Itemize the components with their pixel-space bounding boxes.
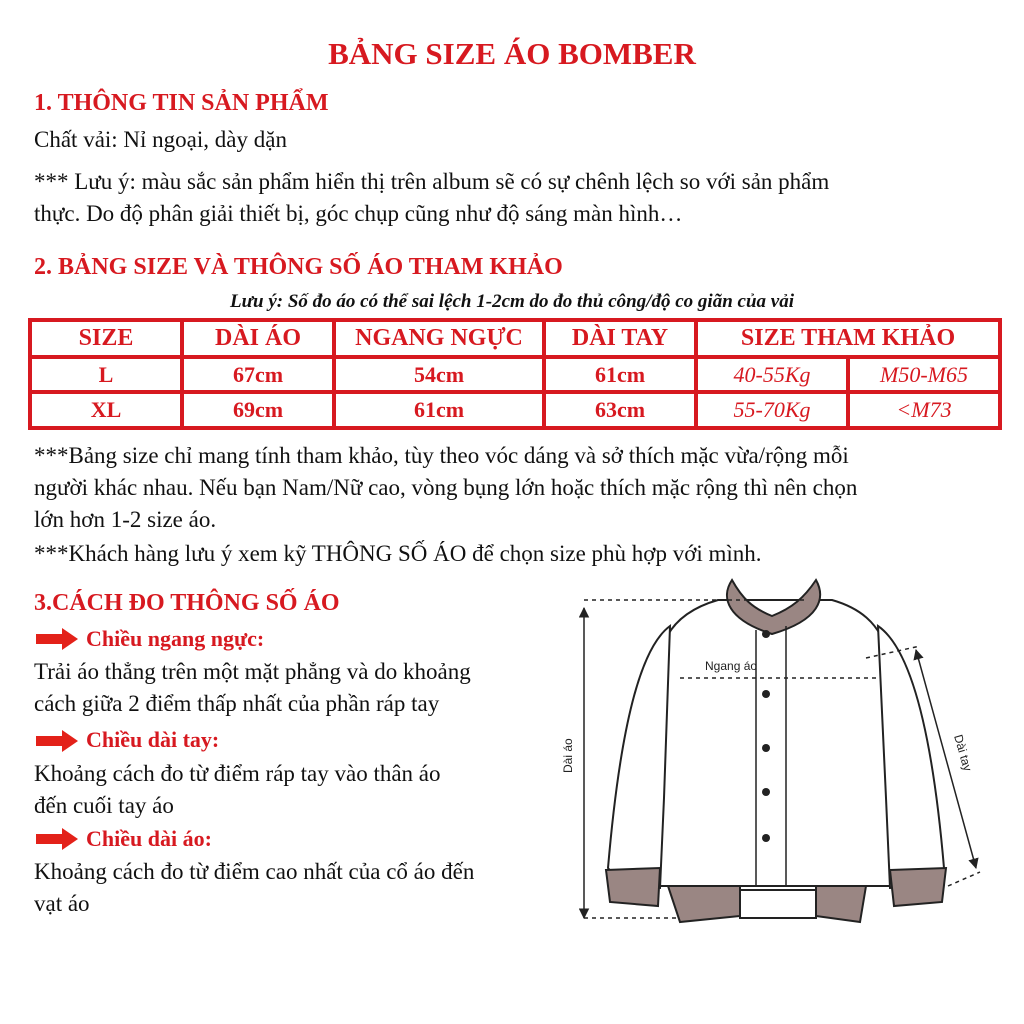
hem-rib-left	[668, 886, 740, 922]
chest-line1: Trải áo thẳng trên một mặt phẳng và do khoảng	[34, 659, 471, 684]
length-line2: vạt áo	[34, 891, 90, 916]
red-arrow-icon	[36, 730, 78, 752]
cell-sleeve: 61cm	[546, 359, 694, 391]
cell-chest: 54cm	[336, 359, 542, 391]
cuff-left	[606, 868, 660, 906]
left-sleeve	[608, 626, 670, 888]
disclaimer-line1: ***Bảng size chỉ mang tính tham khảo, tùy theo vóc dáng và sở thích mặc vừa/rộng mỗi	[34, 443, 849, 468]
table-note: Lưu ý: Số đo áo có thể sai lệch 1-2cm do đo thủ công/độ co giãn của vải	[230, 291, 794, 312]
header-size: SIZE	[32, 322, 180, 355]
sleeve-label: Dài tay	[951, 732, 975, 773]
disclaimer-line2: người khác nhau. Nếu bạn Nam/Nữ cao, vòng bụng lớn hoặc thích mặc rộng thì nên chọn	[34, 475, 858, 500]
cell-size: XL	[32, 394, 180, 426]
jacket-body	[648, 600, 898, 886]
header-chest: NGANG NGỰC	[336, 322, 542, 355]
right-sleeve	[878, 626, 944, 888]
sleeve-line1: Khoảng cách đo từ điểm ráp tay vào thân áo	[34, 761, 441, 786]
length-label: Dài áo	[561, 738, 575, 773]
jacket-diagram	[560, 568, 1010, 938]
length-title: Chiều dài áo:	[86, 826, 212, 851]
chest-label: Ngang áo	[705, 659, 758, 673]
size-table	[28, 318, 1002, 430]
button	[762, 834, 770, 842]
color-note-line1: *** Lưu ý: màu sắc sản phẩm hiển thị trên album sẽ có sự chênh lệch so với sản phẩm	[34, 169, 830, 194]
table-header-row	[32, 322, 998, 355]
button	[762, 690, 770, 698]
cell-length: 67cm	[184, 359, 332, 391]
cell-height: M50-M65	[850, 359, 998, 391]
header-length: DÀI ÁO	[184, 322, 332, 355]
button	[762, 630, 770, 638]
fabric-text: Chất vải: Nỉ ngoại, dày dặn	[34, 127, 287, 152]
table-row	[32, 394, 998, 426]
length-line1: Khoảng cách đo từ điểm cao nhất của cổ áo đến	[34, 859, 475, 884]
red-arrow-icon	[36, 828, 78, 850]
cell-size: L	[32, 359, 180, 391]
cell-length: 69cm	[184, 394, 332, 426]
hem-rib-right	[816, 886, 866, 922]
button	[762, 788, 770, 796]
cuff-right	[890, 868, 946, 906]
cell-height: <M73	[850, 394, 998, 426]
disclaimer-line3: lớn hơn 1-2 size áo.	[34, 507, 217, 532]
color-note-line2: thực. Do độ phân giải thiết bị, góc chụp cũng như độ sáng màn hình…	[34, 201, 683, 226]
cell-sleeve: 63cm	[546, 394, 694, 426]
cell-chest: 61cm	[336, 394, 542, 426]
cell-weight: 40-55Kg	[698, 359, 846, 391]
section1-heading: 1. THÔNG TIN SẢN PHẨM	[34, 90, 329, 116]
advice-text: ***Khách hàng lưu ý xem kỹ THÔNG SỐ ÁO để chọn size phù hợp với mình.	[34, 541, 762, 566]
cell-weight: 55-70Kg	[698, 394, 846, 426]
chest-title: Chiều ngang ngực:	[86, 626, 265, 651]
sleeve-title: Chiều dài tay:	[86, 727, 220, 752]
button	[762, 744, 770, 752]
section2-heading: 2. BẢNG SIZE VÀ THÔNG SỐ ÁO THAM KHẢO	[34, 254, 563, 280]
page-title: BẢNG SIZE ÁO BOMBER	[328, 36, 696, 71]
section3-heading: 3.CÁCH ĐO THÔNG SỐ ÁO	[34, 590, 340, 616]
header-reference: SIZE THAM KHẢO	[698, 322, 998, 355]
sleeve-line2: đến cuối tay áo	[34, 793, 174, 818]
chest-line2: cách giữa 2 điểm thấp nhất của phần ráp tay	[34, 691, 440, 716]
table-row	[32, 359, 998, 391]
header-sleeve: DÀI TAY	[546, 322, 694, 355]
red-arrow-icon	[36, 628, 78, 650]
